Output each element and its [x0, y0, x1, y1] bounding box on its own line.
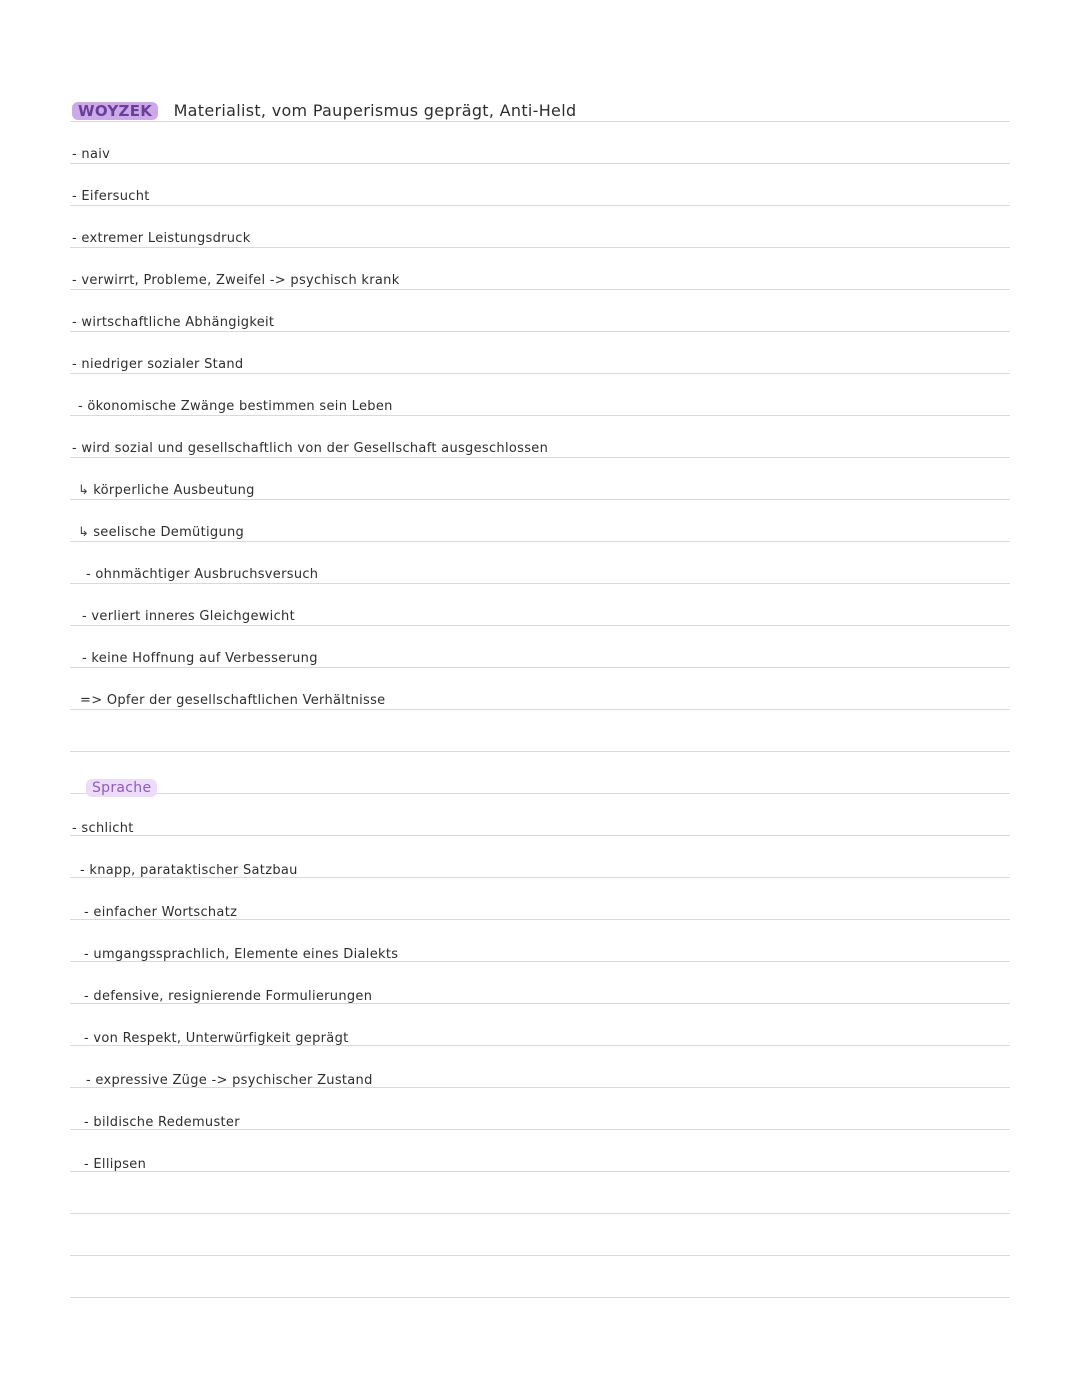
sprache-item: - knapp, parataktischer Satzbau [80, 863, 298, 878]
note-item-highlighted [72, 398, 399, 416]
woyzek-subtitle: Materialist, vom Pauperismus geprägt, Anti-Held [173, 101, 577, 120]
woyzek-title: WOYZEK [72, 102, 158, 120]
ruled-line [70, 1297, 1010, 1298]
note-conclusion-highlighted [74, 692, 391, 710]
header-line [72, 102, 576, 120]
ruled-line [70, 751, 1010, 752]
arrow-bullet-icon: ↳ [78, 525, 90, 540]
sub-note-item [78, 482, 255, 500]
sub-note-text: seelische Demütigung [93, 525, 245, 540]
sprache-item: - schlicht [72, 821, 134, 836]
note-item: - niedriger sozialer Stand [72, 357, 244, 372]
sprache-item: - Ellipsen [84, 1157, 147, 1172]
ruled-line [70, 793, 1010, 794]
ruled-line [70, 1213, 1010, 1214]
arrow-bullet-icon: ↳ [78, 483, 90, 498]
ruled-line [70, 163, 1010, 164]
ruled-line [70, 205, 1010, 206]
ruled-line [70, 1255, 1010, 1256]
ruled-line [70, 1171, 1010, 1172]
ruled-line [70, 835, 1010, 836]
note-item: - Eifersucht [72, 189, 150, 204]
note-item: - verliert inneres Gleichgewicht [82, 609, 295, 624]
highlighted-text: - ökonomische Zwänge bestimmen sein Leben [72, 398, 399, 416]
sub-note-item [78, 524, 244, 542]
sprache-heading [86, 778, 157, 797]
note-item: - naiv [72, 147, 111, 162]
sprache-title: Sprache [86, 779, 157, 797]
sub-note-text: körperliche Ausbeutung [93, 483, 255, 498]
note-item: - wirtschaftliche Abhängigkeit [72, 315, 275, 330]
sprache-item: - umgangssprachlich, Elemente eines Dialekts [84, 947, 399, 962]
note-item: - verwirrt, Probleme, Zweifel -> psychisch krank [72, 273, 400, 288]
note-item: - keine Hoffnung auf Verbesserung [82, 651, 318, 666]
highlighted-text: - expressive Züge -> psychischer Zustand [80, 1072, 379, 1090]
highlighted-text: => Opfer der gesellschaftlichen Verhältnisse [74, 692, 391, 710]
sprache-item: - von Respekt, Unterwürfigkeit geprägt [84, 1031, 349, 1046]
ruled-line [70, 121, 1010, 122]
sprache-item: - bildische Redemuster [84, 1115, 240, 1130]
note-item: - ohnmächtiger Ausbruchsversuch [86, 567, 319, 582]
sprache-item: - defensive, resignierende Formulierungen [84, 989, 373, 1004]
note-item: - wird sozial und gesellschaftlich von der Gesellschaft ausgeschlossen [72, 441, 549, 456]
note-item: - extremer Leistungsdruck [72, 231, 251, 246]
sprache-item: - einfacher Wortschatz [84, 905, 238, 920]
sprache-item-highlighted [80, 1072, 379, 1090]
